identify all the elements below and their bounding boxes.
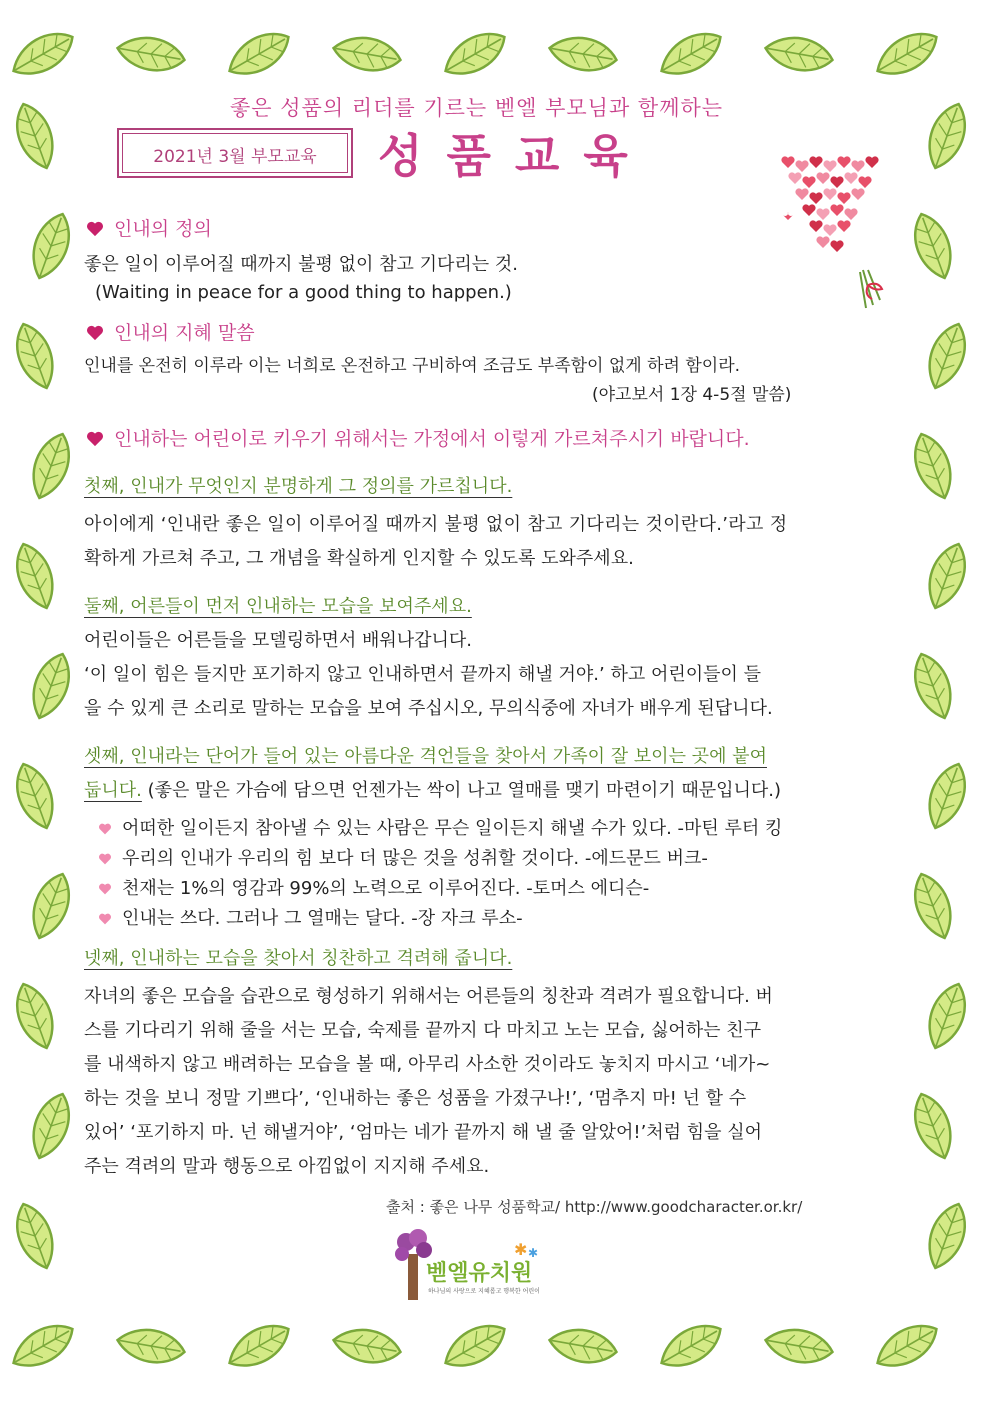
definition-heading bbox=[86, 212, 212, 246]
leaf-icon bbox=[12, 320, 58, 392]
kindergarten-logo bbox=[388, 1226, 548, 1306]
first-line-1: 아이에게 ‘인내란 좋은 일이 이루어질 때까지 불평 없이 참고 기다리는 것이란다.’라고 정 bbox=[84, 514, 788, 535]
leaf-icon bbox=[776, 18, 822, 90]
quote-text: 우리의 인내가 우리의 힘 보다 더 많은 것을 성취할 것이다. -에드문드 버크- bbox=[122, 848, 708, 869]
quote-text: 어떠한 일이든지 참아낼 수 있는 사람은 무슨 일이든지 해낼 수가 있다. -마틴 루터 킹 bbox=[122, 818, 783, 839]
leaf-icon bbox=[128, 1310, 174, 1382]
leaf-icon bbox=[344, 18, 390, 90]
leaf-icon bbox=[28, 210, 74, 282]
wisdom-heading-text: 인내의 지혜 말씀 bbox=[114, 322, 255, 344]
leaf-icon bbox=[12, 760, 58, 832]
heart-bullet-icon bbox=[98, 883, 112, 895]
fourth-heading: 넷째, 인내하는 모습을 찾아서 칭찬하고 격려해 줍니다. bbox=[84, 948, 513, 969]
quote-text: 인내는 쓰다. 그러나 그 열매는 달다. -장 자크 루소- bbox=[122, 908, 523, 929]
quote-item bbox=[98, 902, 523, 936]
second-heading: 둘째, 어른들이 먼저 인내하는 모습을 보여주세요. bbox=[84, 596, 472, 617]
leaf-icon bbox=[924, 100, 970, 172]
second-line-2: ‘이 일이 힘은 들지만 포기하지 않고 인내하면서 끝까지 해낼 거야.’ 하고 어린이들이 들 bbox=[84, 664, 762, 685]
fourth-line-5: 있어’ ‘포기하지 마. 넌 해낼거야’, ‘엄마는 네가 끝까지 해 낼 줄 알았어!’처럼 힘을 실어 bbox=[84, 1122, 763, 1143]
leaf-icon bbox=[884, 1310, 930, 1382]
leaf-icon bbox=[452, 18, 498, 90]
fourth-line-2: 스를 기다리기 위해 줄을 서는 모습, 숙제를 끝까지 다 마치고 노는 모습, 싫어하는 친구 bbox=[84, 1020, 762, 1041]
definition-heading-text: 인내의 정의 bbox=[114, 218, 212, 240]
heart-bullet-icon bbox=[98, 853, 112, 865]
leaf-icon bbox=[924, 760, 970, 832]
leaf-icon bbox=[28, 1090, 74, 1162]
date-badge bbox=[117, 128, 353, 178]
first-heading: 첫째, 인내가 무엇인지 분명하게 그 정의를 가르칩니다. bbox=[84, 476, 513, 497]
leaf-icon bbox=[20, 18, 66, 90]
leaf-icon bbox=[560, 1310, 606, 1382]
leaf-icon bbox=[344, 1310, 390, 1382]
leaf-icon bbox=[668, 18, 714, 90]
leaf-icon bbox=[560, 18, 606, 90]
intro-heading bbox=[86, 422, 750, 456]
leaf-icon bbox=[924, 980, 970, 1052]
leaf-icon bbox=[924, 320, 970, 392]
logo-name: 벧엘유치원 bbox=[426, 1261, 533, 1286]
leaf-icon bbox=[924, 540, 970, 612]
heart-icon bbox=[86, 325, 104, 341]
leaf-icon bbox=[128, 18, 174, 90]
wisdom-heading bbox=[86, 316, 255, 350]
leaf-icon bbox=[924, 1200, 970, 1272]
leaf-icon bbox=[884, 18, 930, 90]
page-title: 성 품 교 육 bbox=[378, 129, 632, 183]
third-heading-line-1: 셋째, 인내라는 단어가 들어 있는 아름다운 격언들을 찾아서 가족이 잘 보이는 곳에 붙여 bbox=[84, 746, 767, 767]
definition-english: (Waiting in peace for a good thing to happen.) bbox=[95, 282, 512, 303]
page-subtitle: 좋은 성품의 리더를 기르는 벧엘 부모님과 함께하는 bbox=[230, 96, 724, 120]
third-heading-end: 둡니다. bbox=[84, 780, 142, 801]
leaf-icon bbox=[776, 1310, 822, 1382]
leaf-icon bbox=[910, 1090, 956, 1162]
source-citation: 출처 : 좋은 나무 성품학교/ http://www.goodcharacter.or.kr/ bbox=[386, 1198, 803, 1216]
quote-item bbox=[98, 842, 708, 876]
logo-tagline: 하나님의 사랑으로 지혜롭고 행복한 어린이 bbox=[428, 1288, 540, 1295]
fourth-line-3: 를 내색하지 않고 배려하는 모습을 볼 때, 아무리 사소한 것이라도 놓치지 마시고 ‘네가~ bbox=[84, 1054, 771, 1075]
intro-heading-text: 인내하는 어린이로 키우기 위해서는 가정에서 이렇게 가르쳐주시기 바랍니다. bbox=[114, 428, 750, 450]
quote-text: 천재는 1%의 영감과 99%의 노력으로 이루어진다. -토머스 에디슨- bbox=[122, 878, 650, 899]
third-heading-note: (좋은 말은 가슴에 담으면 언젠가는 싹이 나고 열매를 맺기 마련이기 때문입니다.) bbox=[141, 780, 782, 801]
leaf-icon bbox=[910, 650, 956, 722]
leaf-icon bbox=[910, 430, 956, 502]
leaf-icon bbox=[910, 210, 956, 282]
heart-bouquet-icon bbox=[768, 150, 908, 320]
wisdom-reference: (야고보서 1장 4-5절 말씀) bbox=[592, 385, 792, 405]
star-icon: ✱ bbox=[514, 1240, 528, 1259]
third-heading-line-2 bbox=[84, 774, 781, 808]
first-line-2: 확하게 가르쳐 주고, 그 개념을 확실하게 인지할 수 있도록 도와주세요. bbox=[84, 548, 634, 569]
leaf-icon bbox=[236, 18, 282, 90]
fourth-line-4: 하는 것을 보니 정말 기쁘다’, ‘인내하는 좋은 성품을 가졌구나!’, ‘멈추지 마! 넌 할 수 bbox=[84, 1088, 747, 1109]
leaf-icon bbox=[910, 870, 956, 942]
heart-bullet-icon bbox=[98, 913, 112, 925]
leaf-icon bbox=[12, 100, 58, 172]
second-line-1: 어린이들은 어른들을 모델링하면서 배워나갑니다. bbox=[84, 630, 473, 651]
leaf-icon bbox=[12, 1200, 58, 1272]
heart-icon bbox=[86, 431, 104, 447]
quote-item bbox=[98, 812, 782, 846]
leaf-icon bbox=[236, 1310, 282, 1382]
second-line-3: 을 수 있게 큰 소리로 말하는 모습을 보여 주십시오, 무의식중에 자녀가 배우게 된답니다. bbox=[84, 698, 773, 719]
leaf-icon bbox=[20, 1310, 66, 1382]
definition-text: 좋은 일이 이루어질 때까지 불평 없이 참고 기다리는 것. bbox=[84, 254, 519, 275]
leaf-icon bbox=[452, 1310, 498, 1382]
leaf-icon bbox=[28, 430, 74, 502]
leaf-icon bbox=[668, 1310, 714, 1382]
leaf-icon bbox=[28, 650, 74, 722]
quote-item bbox=[98, 872, 649, 906]
leaf-icon bbox=[12, 980, 58, 1052]
leaf-icon bbox=[12, 540, 58, 612]
heart-icon bbox=[86, 221, 104, 237]
fourth-line-1: 자녀의 좋은 모습을 습관으로 형성하기 위해서는 어른들의 칭찬과 격려가 필요합니다. 버 bbox=[84, 986, 773, 1007]
fourth-line-6: 주는 격려의 말과 행동으로 아낌없이 지지해 주세요. bbox=[84, 1156, 490, 1177]
heart-bullet-icon bbox=[98, 823, 112, 835]
leaf-icon bbox=[28, 870, 74, 942]
star-icon: ✱ bbox=[528, 1246, 539, 1260]
wisdom-text: 인내를 온전히 이루라 이는 너희로 온전하고 구비하여 조금도 부족함이 없게 하려 함이라. bbox=[84, 356, 741, 376]
date-badge-text: 2021년 3월 부모교육 bbox=[153, 147, 317, 167]
